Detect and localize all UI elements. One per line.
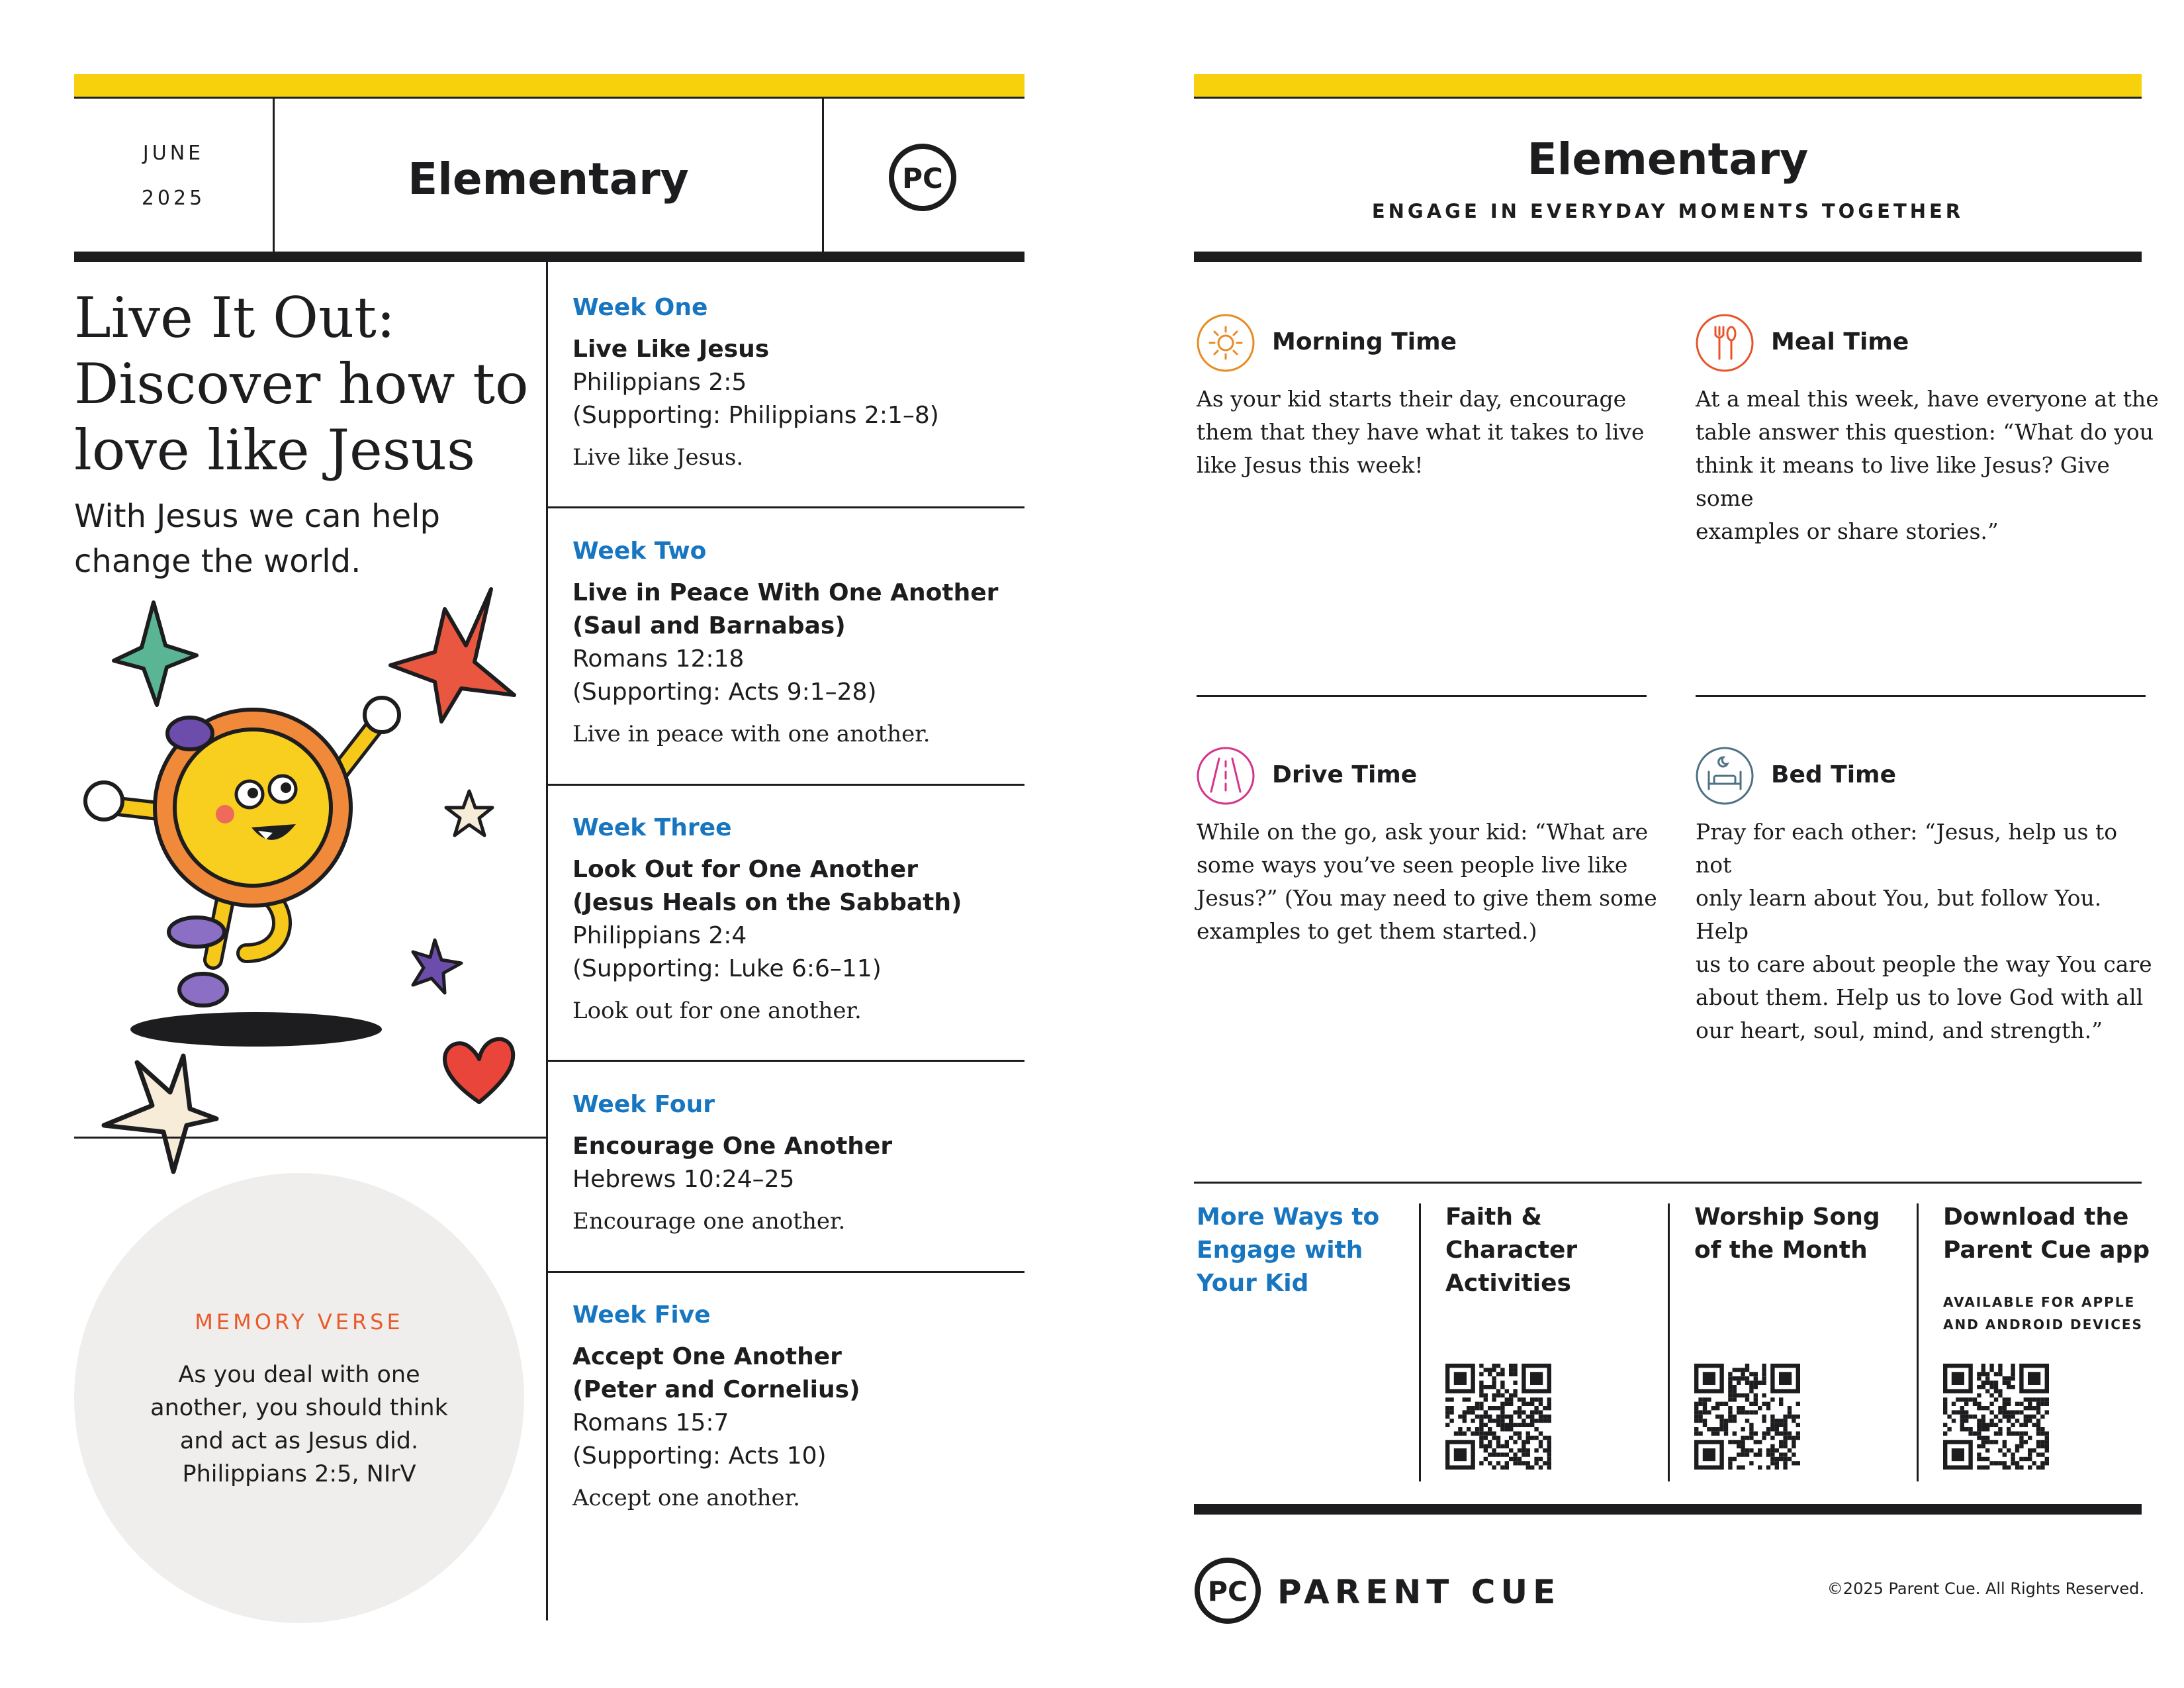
moment-line: Jesus?” (You may need to give them some [1197, 885, 1657, 911]
week-title: Live Like Jesus [572, 336, 770, 363]
app-availability-line: AND ANDROID DEVICES [1943, 1317, 2143, 1333]
subhead-line: With Jesus we can help [74, 498, 440, 535]
footer-top-bar [1194, 1504, 2142, 1515]
more-ways-divider [1668, 1203, 1670, 1481]
week-label: Week Four [572, 1091, 715, 1118]
header-title: Elementary [408, 154, 689, 205]
moment-line: examples or share stories.” [1696, 518, 1999, 544]
moment-line: examples to get them started.) [1197, 918, 1537, 944]
more-ways-divider [1419, 1203, 1421, 1481]
moment-title-drive: Drive Time [1272, 761, 1418, 788]
week-label: Week Three [572, 814, 732, 841]
week-scripture: Philippians 2:5 [572, 369, 747, 396]
sun-mascot-illustration [74, 583, 551, 1178]
footer-logo-icon [1194, 1557, 1261, 1624]
moment-line: Pray for each other: “Jesus, help us to not [1696, 819, 2118, 878]
week-label: Week One [572, 294, 708, 321]
week-title: (Saul and Barnabas) [572, 612, 846, 639]
moment-divider [1197, 695, 1647, 697]
week-block-5 [572, 1301, 1023, 1511]
more-ways-top-rule [1194, 1182, 2142, 1184]
faith-activities-line: Activities [1445, 1270, 1571, 1297]
moment-line: only learn about You, but follow You. Help [1696, 885, 2102, 944]
qr-code-app-download[interactable] [1943, 1364, 2049, 1470]
memory-verse-line: As you deal with one [178, 1362, 420, 1388]
green-star-icon [114, 602, 197, 705]
bed-icon [1694, 745, 1755, 806]
week-scripture: Philippians 2:4 [572, 922, 747, 949]
subhead [74, 494, 551, 584]
memory-verse-line: and act as Jesus did. [179, 1428, 419, 1454]
faith-activities-link[interactable] [1445, 1201, 1657, 1300]
headline [74, 285, 551, 483]
parent-cue-logo-icon [888, 143, 957, 212]
week-title: (Jesus Heals on the Sabbath) [572, 889, 962, 916]
week-supporting: (Supporting: Acts 9:1–28) [572, 679, 877, 706]
week-summary: Encourage one another. [572, 1208, 846, 1235]
moment-body-bed [1696, 816, 2159, 1047]
more-ways-heading-line: More Ways to [1197, 1203, 1380, 1231]
week-block-3 [572, 814, 1023, 1024]
right-title: Elementary [1527, 134, 1809, 185]
weeks-column-divider [546, 262, 548, 1620]
road-icon [1195, 745, 1256, 806]
week-summary: Accept one another. [572, 1485, 800, 1511]
faith-activities-line: Character [1445, 1237, 1578, 1264]
right-header-top-rule [1194, 97, 2142, 99]
week-summary: Live in peace with one another. [572, 721, 931, 747]
moment-title-meal: Meal Time [1771, 328, 1909, 355]
more-ways-heading [1197, 1201, 1408, 1300]
right-header-bottom-bar [1194, 252, 2142, 262]
week-block-1 [572, 294, 1023, 471]
week-divider [548, 506, 1024, 508]
week-title: Live in Peace With One Another [572, 579, 999, 606]
moment-line: our heart, soul, mind, and strength.” [1696, 1017, 2103, 1043]
header-month: JUNE [142, 142, 205, 165]
left-top-yellow-bar [74, 74, 1024, 97]
moment-line: like Jesus this week! [1197, 452, 1424, 478]
moment-line: them that they have what it takes to live [1197, 419, 1645, 445]
more-ways-heading-line: Your Kid [1197, 1270, 1309, 1297]
subhead-line: change the world. [74, 543, 361, 580]
moment-line: table answer this question: “What do you [1696, 419, 2154, 445]
more-ways-heading-line: Engage with [1197, 1237, 1363, 1264]
right-subtitle: ENGAGE IN EVERYDAY MOMENTS TOGETHER [1371, 200, 1964, 222]
moment-body-drive [1197, 816, 1660, 948]
download-app-line: Download the [1943, 1203, 2129, 1231]
moment-line: some ways you’ve seen people live like [1197, 852, 1628, 878]
memory-verse-label: MEMORY VERSE [195, 1309, 404, 1335]
footer-logo-letters: PC [1207, 1575, 1248, 1608]
week-scripture: Romans 12:18 [572, 645, 745, 673]
mascot-shadow [130, 1012, 382, 1047]
week-supporting: (Supporting: Philippians 2:1–8) [572, 402, 939, 429]
moment-line: about them. Help us to love God with all [1696, 984, 2144, 1010]
more-ways-divider [1917, 1203, 1919, 1481]
week-summary: Look out for one another. [572, 998, 862, 1024]
qr-code-faith-activities[interactable] [1445, 1364, 1551, 1470]
moment-body-meal [1696, 383, 2159, 548]
download-app-link[interactable] [1943, 1201, 2155, 1267]
memory-verse-text [114, 1358, 484, 1491]
app-availability-line: AVAILABLE FOR APPLE [1943, 1294, 2136, 1310]
moment-line: think it means to live like Jesus? Give some [1696, 452, 2110, 511]
heart-icon [445, 1039, 513, 1102]
week-title: Accept One Another [572, 1343, 842, 1370]
qr-code-worship-song[interactable] [1694, 1364, 1800, 1470]
week-block-4 [572, 1091, 1023, 1235]
sun-icon [1195, 312, 1256, 373]
cream-star-icon [104, 1056, 216, 1172]
app-availability-note [1943, 1291, 2155, 1336]
memory-verse-reference: Philippians 2:5, NIrV [182, 1461, 416, 1487]
memory-verse-line: another, you should think [150, 1395, 448, 1421]
moment-title-bed: Bed Time [1771, 761, 1896, 788]
headline-line: Live It Out: [74, 285, 396, 350]
week-summary: Live like Jesus. [572, 444, 744, 471]
week-scripture: Hebrews 10:24–25 [572, 1166, 795, 1193]
faith-activities-line: Faith & [1445, 1203, 1542, 1231]
header-divider-2 [822, 97, 824, 252]
moment-line: us to care about people the way You care [1696, 951, 2152, 977]
logo-letters: PC [902, 162, 943, 195]
moment-body-morning [1197, 383, 1647, 482]
week-block-2 [572, 538, 1023, 747]
week-scripture: Romans 15:7 [572, 1409, 729, 1436]
left-header-bottom-bar [74, 252, 1024, 262]
week-title: Look Out for One Another [572, 856, 918, 883]
header-year: 2025 [141, 187, 206, 210]
week-title: (Peter and Cornelius) [572, 1376, 860, 1403]
headline-line: love like Jesus [74, 418, 476, 483]
worship-song-link[interactable] [1694, 1201, 1906, 1267]
purple-star-icon [413, 940, 461, 993]
left-column-rule [74, 1137, 546, 1139]
moment-line: While on the go, ask your kid: “What are [1197, 819, 1649, 845]
week-label: Week Five [572, 1301, 711, 1329]
worship-song-line: of the Month [1694, 1237, 1868, 1264]
small-star-icon [446, 791, 492, 835]
left-header-top-rule [74, 97, 1024, 99]
moment-line: As your kid starts their day, encourage [1197, 386, 1627, 412]
moment-divider [1696, 695, 2146, 697]
week-divider [548, 784, 1024, 786]
week-title: Encourage One Another [572, 1133, 893, 1160]
moment-title-morning: Morning Time [1272, 328, 1457, 355]
right-top-yellow-bar [1194, 74, 2142, 97]
week-supporting: (Supporting: Luke 6:6–11) [572, 955, 882, 982]
headline-line: Discover how to [74, 352, 529, 416]
footer-copyright: ©2025 Parent Cue. All Rights Reserved. [1827, 1579, 2144, 1598]
moment-line: At a meal this week, have everyone at the [1696, 386, 2159, 412]
worship-song-line: Worship Song [1694, 1203, 1880, 1231]
week-supporting: (Supporting: Acts 10) [572, 1442, 827, 1470]
week-divider [548, 1271, 1024, 1273]
week-divider [548, 1060, 1024, 1062]
week-label: Week Two [572, 538, 707, 565]
download-app-line: Parent Cue app [1943, 1237, 2150, 1264]
utensils-icon [1694, 312, 1755, 373]
red-star-icon [390, 589, 514, 722]
footer-brand: PARENT CUE [1277, 1573, 1561, 1611]
